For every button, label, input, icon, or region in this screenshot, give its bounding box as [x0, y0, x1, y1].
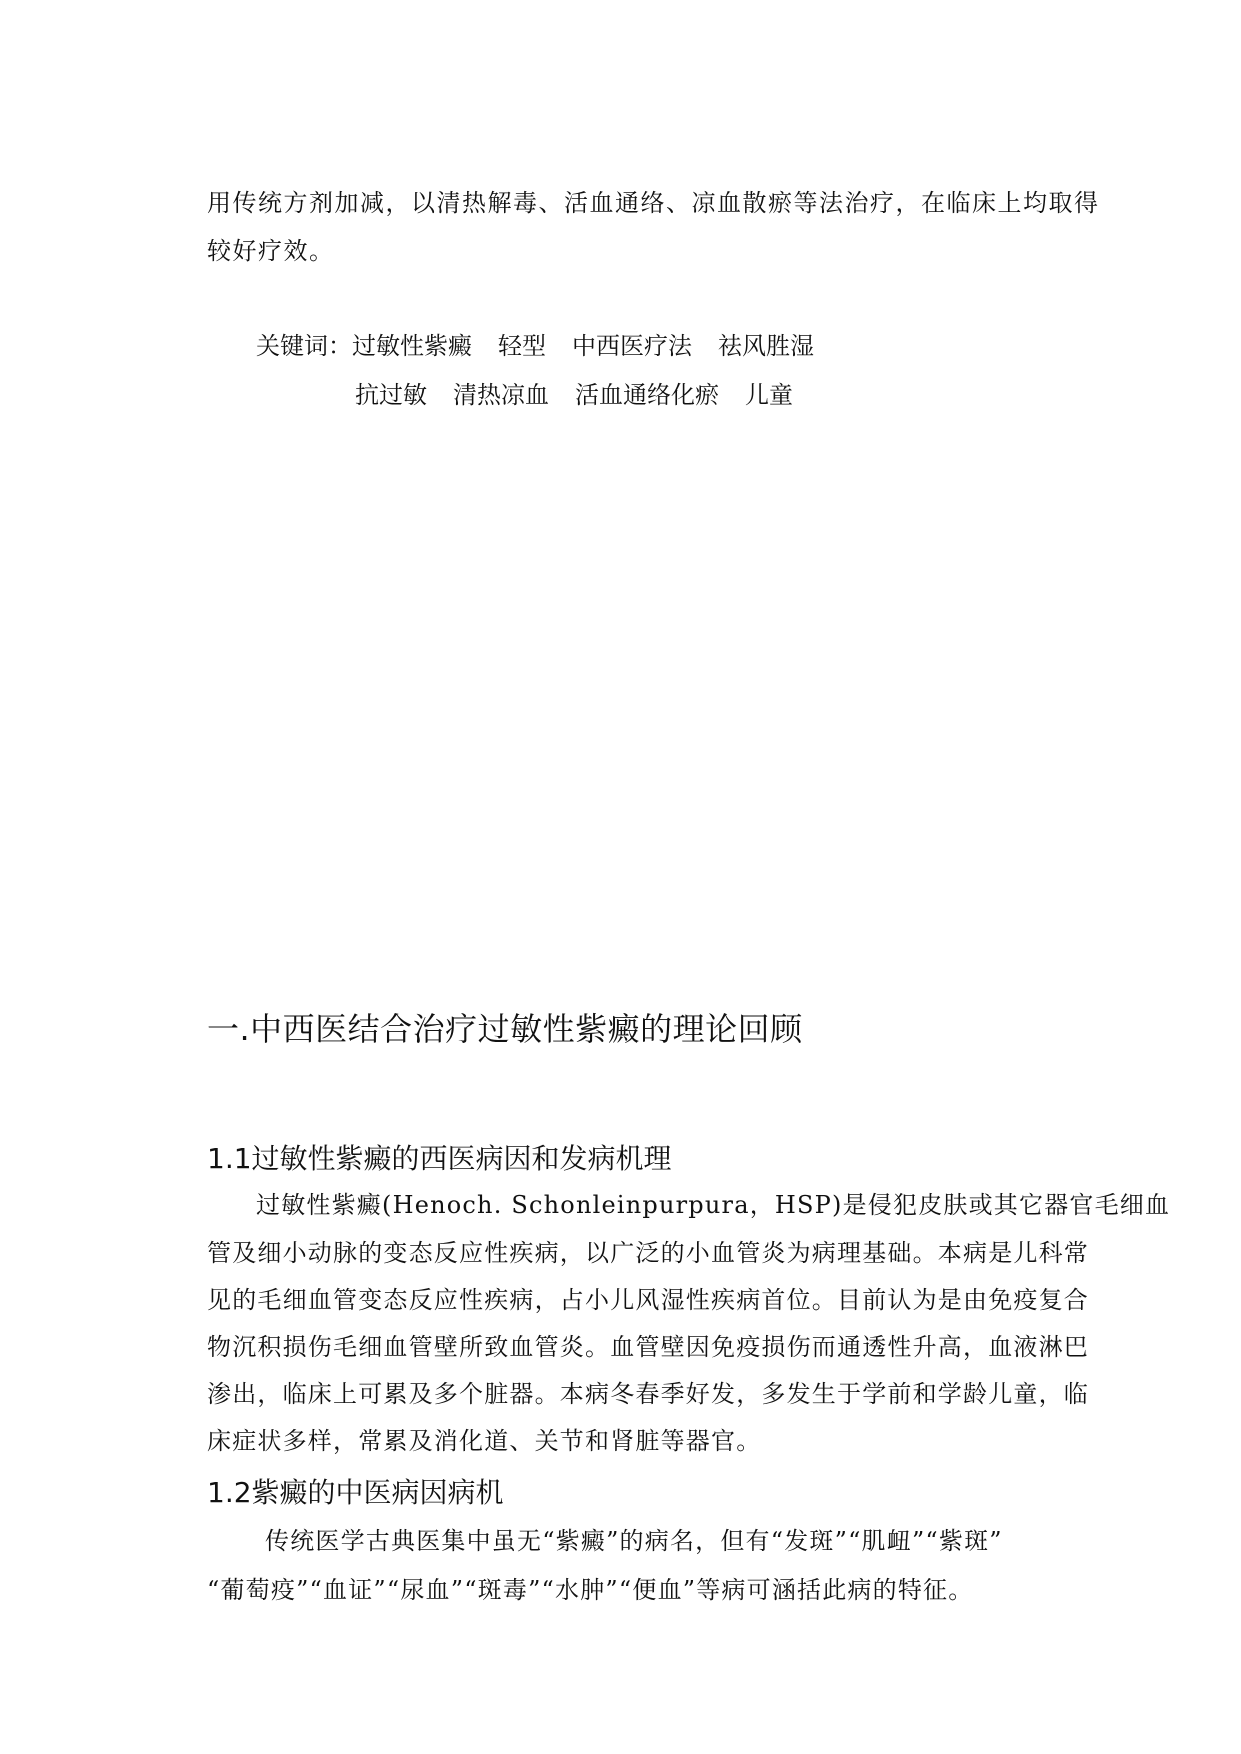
keyword: 活血通络化瘀	[575, 381, 719, 409]
keyword: 清热凉血	[453, 381, 549, 409]
paragraph-line: 传统医学古典医集中虽无“紫癜”的病名，但有“发斑”“肌衄”“紫斑”	[265, 1527, 1003, 1555]
keyword: 儿童	[745, 381, 793, 409]
keywords-label: 关键词：	[256, 332, 352, 360]
subsection-heading: 1.1过敏性紫癜的西医病因和发病机理	[207, 1142, 672, 1175]
section-heading: 一.中西医结合治疗过敏性紫癜的理论回顾	[207, 1010, 803, 1048]
keyword: 过敏性紫癜	[352, 332, 472, 360]
paragraph-line: “葡萄疫”“血证”“尿血”“斑毒”“水肿”“便血”等病可涵括此病的特征。	[207, 1576, 974, 1604]
subsection-heading: 1.2紫癜的中医病因病机	[207, 1476, 504, 1509]
abstract-line-1: 用传统方剂加减，以清热解毒、活血通络、凉血散瘀等法治疗，在临床上均取得	[207, 189, 1100, 217]
keyword: 轻型	[498, 332, 546, 360]
keywords-row-2	[355, 380, 819, 410]
paragraph-line: 床症状多样，常累及消化道、关节和肾脏等器官。	[207, 1427, 762, 1455]
paragraph-line: 过敏性紫癜(Henoch. Schonleinpurpura，HSP)是侵犯皮肤或其它器官毛细血	[256, 1191, 1171, 1219]
paragraph-line: 物沉积损伤毛细血管壁所致血管炎。血管壁因免疫损伤而通透性升高，血液淋巴	[207, 1333, 1089, 1361]
paragraph-line: 渗出，临床上可累及多个脏器。本病冬春季好发，多发生于学前和学龄儿童，临	[207, 1380, 1089, 1408]
keywords-row-1	[256, 331, 840, 361]
paragraph-line: 管及细小动脉的变态反应性疾病，以广泛的小血管炎为病理基础。本病是儿科常	[207, 1239, 1089, 1267]
abstract-line-2: 较好疗效。	[207, 237, 335, 265]
keyword: 抗过敏	[355, 381, 427, 409]
keyword: 中西医疗法	[572, 332, 692, 360]
keyword: 祛风胜湿	[718, 332, 814, 360]
paragraph-line: 见的毛细血管变态反应性疾病，占小儿风湿性疾病首位。目前认为是由免疫复合	[207, 1286, 1089, 1314]
